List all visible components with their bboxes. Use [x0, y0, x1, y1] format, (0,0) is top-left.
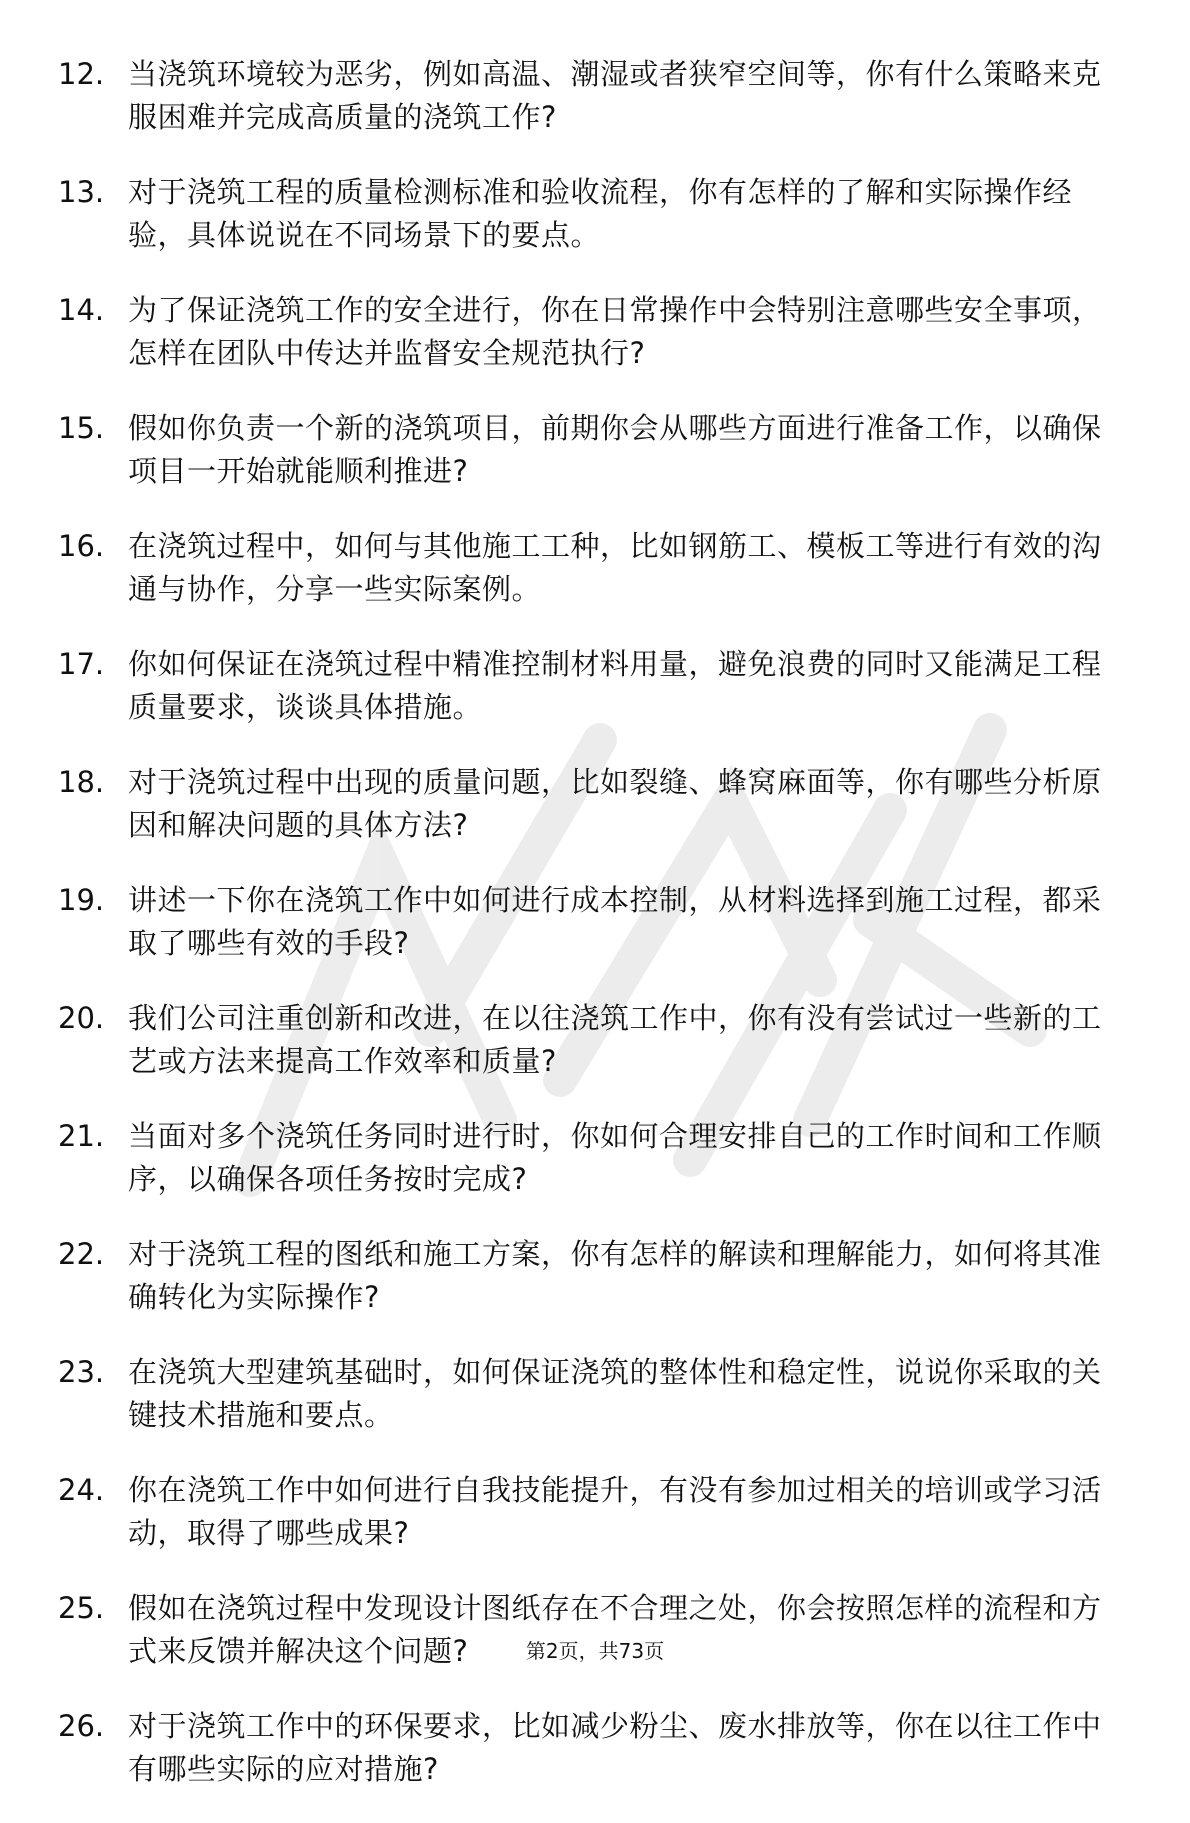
question-text: 对于浇筑工程的质量检测标准和验收流程，你有怎样的了解和实际操作经验，具体说说在不同场景下的要点。	[128, 175, 1073, 252]
question-item	[58, 53, 1118, 171]
question-text: 当浇筑环境较为恶劣，例如高温、潮湿或者狭窄空间等，你有什么策略来克服困难并完成高质量的浇筑工作?	[128, 57, 1102, 134]
question-text: 在浇筑过程中，如何与其他施工工种，比如钢筋工、模板工等进行有效的沟通与协作，分享一些实际案例。	[128, 529, 1102, 606]
question-number: 13.	[58, 175, 105, 209]
question-item	[58, 761, 1118, 879]
question-item	[58, 407, 1118, 525]
question-item	[58, 289, 1118, 407]
question-number: 26.	[58, 1709, 105, 1743]
question-item	[58, 1351, 1118, 1469]
question-list	[58, 53, 1118, 1823]
question-text: 对于浇筑工作中的环保要求，比如减少粉尘、废水排放等，你在以往工作中有哪些实际的应对措施?	[128, 1709, 1102, 1786]
question-number: 18.	[58, 765, 105, 799]
question-number: 17.	[58, 647, 105, 681]
question-item	[58, 1469, 1118, 1587]
question-number: 14.	[58, 293, 105, 327]
question-text: 我们公司注重创新和改进，在以往浇筑工作中，你有没有尝试过一些新的工艺或方法来提高工作效率和质量?	[128, 1001, 1102, 1078]
page-footer	[0, 1637, 1190, 1665]
question-number: 21.	[58, 1119, 105, 1153]
question-text: 为了保证浇筑工作的安全进行，你在日常操作中会特别注意哪些安全事项，怎样在团队中传达并监督安全规范执行?	[128, 293, 1102, 370]
question-item	[58, 1705, 1118, 1823]
question-text: 你在浇筑工作中如何进行自我技能提升，有没有参加过相关的培训或学习活动，取得了哪些成果?	[128, 1473, 1102, 1550]
page-number-label: 第2页，共73页	[525, 1639, 665, 1663]
question-item	[58, 997, 1118, 1115]
question-number: 15.	[58, 411, 105, 445]
question-number: 20.	[58, 1001, 105, 1035]
question-item	[58, 171, 1118, 289]
question-item	[58, 1115, 1118, 1233]
question-text: 在浇筑大型建筑基础时，如何保证浇筑的整体性和稳定性，说说你采取的关键技术措施和要点。	[128, 1355, 1102, 1432]
question-number: 12.	[58, 57, 105, 91]
question-text: 假如在浇筑过程中发现设计图纸存在不合理之处，你会按照怎样的流程和方式来反馈并解决这个问题?	[128, 1591, 1102, 1668]
question-number: 22.	[58, 1237, 105, 1271]
question-number: 25.	[58, 1591, 105, 1625]
question-item	[58, 1233, 1118, 1351]
question-text: 对于浇筑工程的图纸和施工方案，你有怎样的解读和理解能力，如何将其准确转化为实际操作?	[128, 1237, 1102, 1314]
question-number: 16.	[58, 529, 105, 563]
question-number: 24.	[58, 1473, 105, 1507]
question-number: 23.	[58, 1355, 105, 1389]
question-item	[58, 643, 1118, 761]
question-number: 19.	[58, 883, 105, 917]
question-text: 当面对多个浇筑任务同时进行时，你如何合理安排自己的工作时间和工作顺序，以确保各项任务按时完成?	[128, 1119, 1102, 1196]
question-item	[58, 879, 1118, 997]
question-text: 你如何保证在浇筑过程中精准控制材料用量，避免浪费的同时又能满足工程质量要求，谈谈具体措施。	[128, 647, 1102, 724]
question-text: 对于浇筑过程中出现的质量问题，比如裂缝、蜂窝麻面等，你有哪些分析原因和解决问题的具体方法?	[128, 765, 1102, 842]
question-text: 假如你负责一个新的浇筑项目，前期你会从哪些方面进行准备工作，以确保项目一开始就能顺利推进?	[128, 411, 1102, 488]
question-item	[58, 525, 1118, 643]
question-text: 讲述一下你在浇筑工作中如何进行成本控制，从材料选择到施工过程，都采取了哪些有效的手段?	[128, 883, 1102, 960]
